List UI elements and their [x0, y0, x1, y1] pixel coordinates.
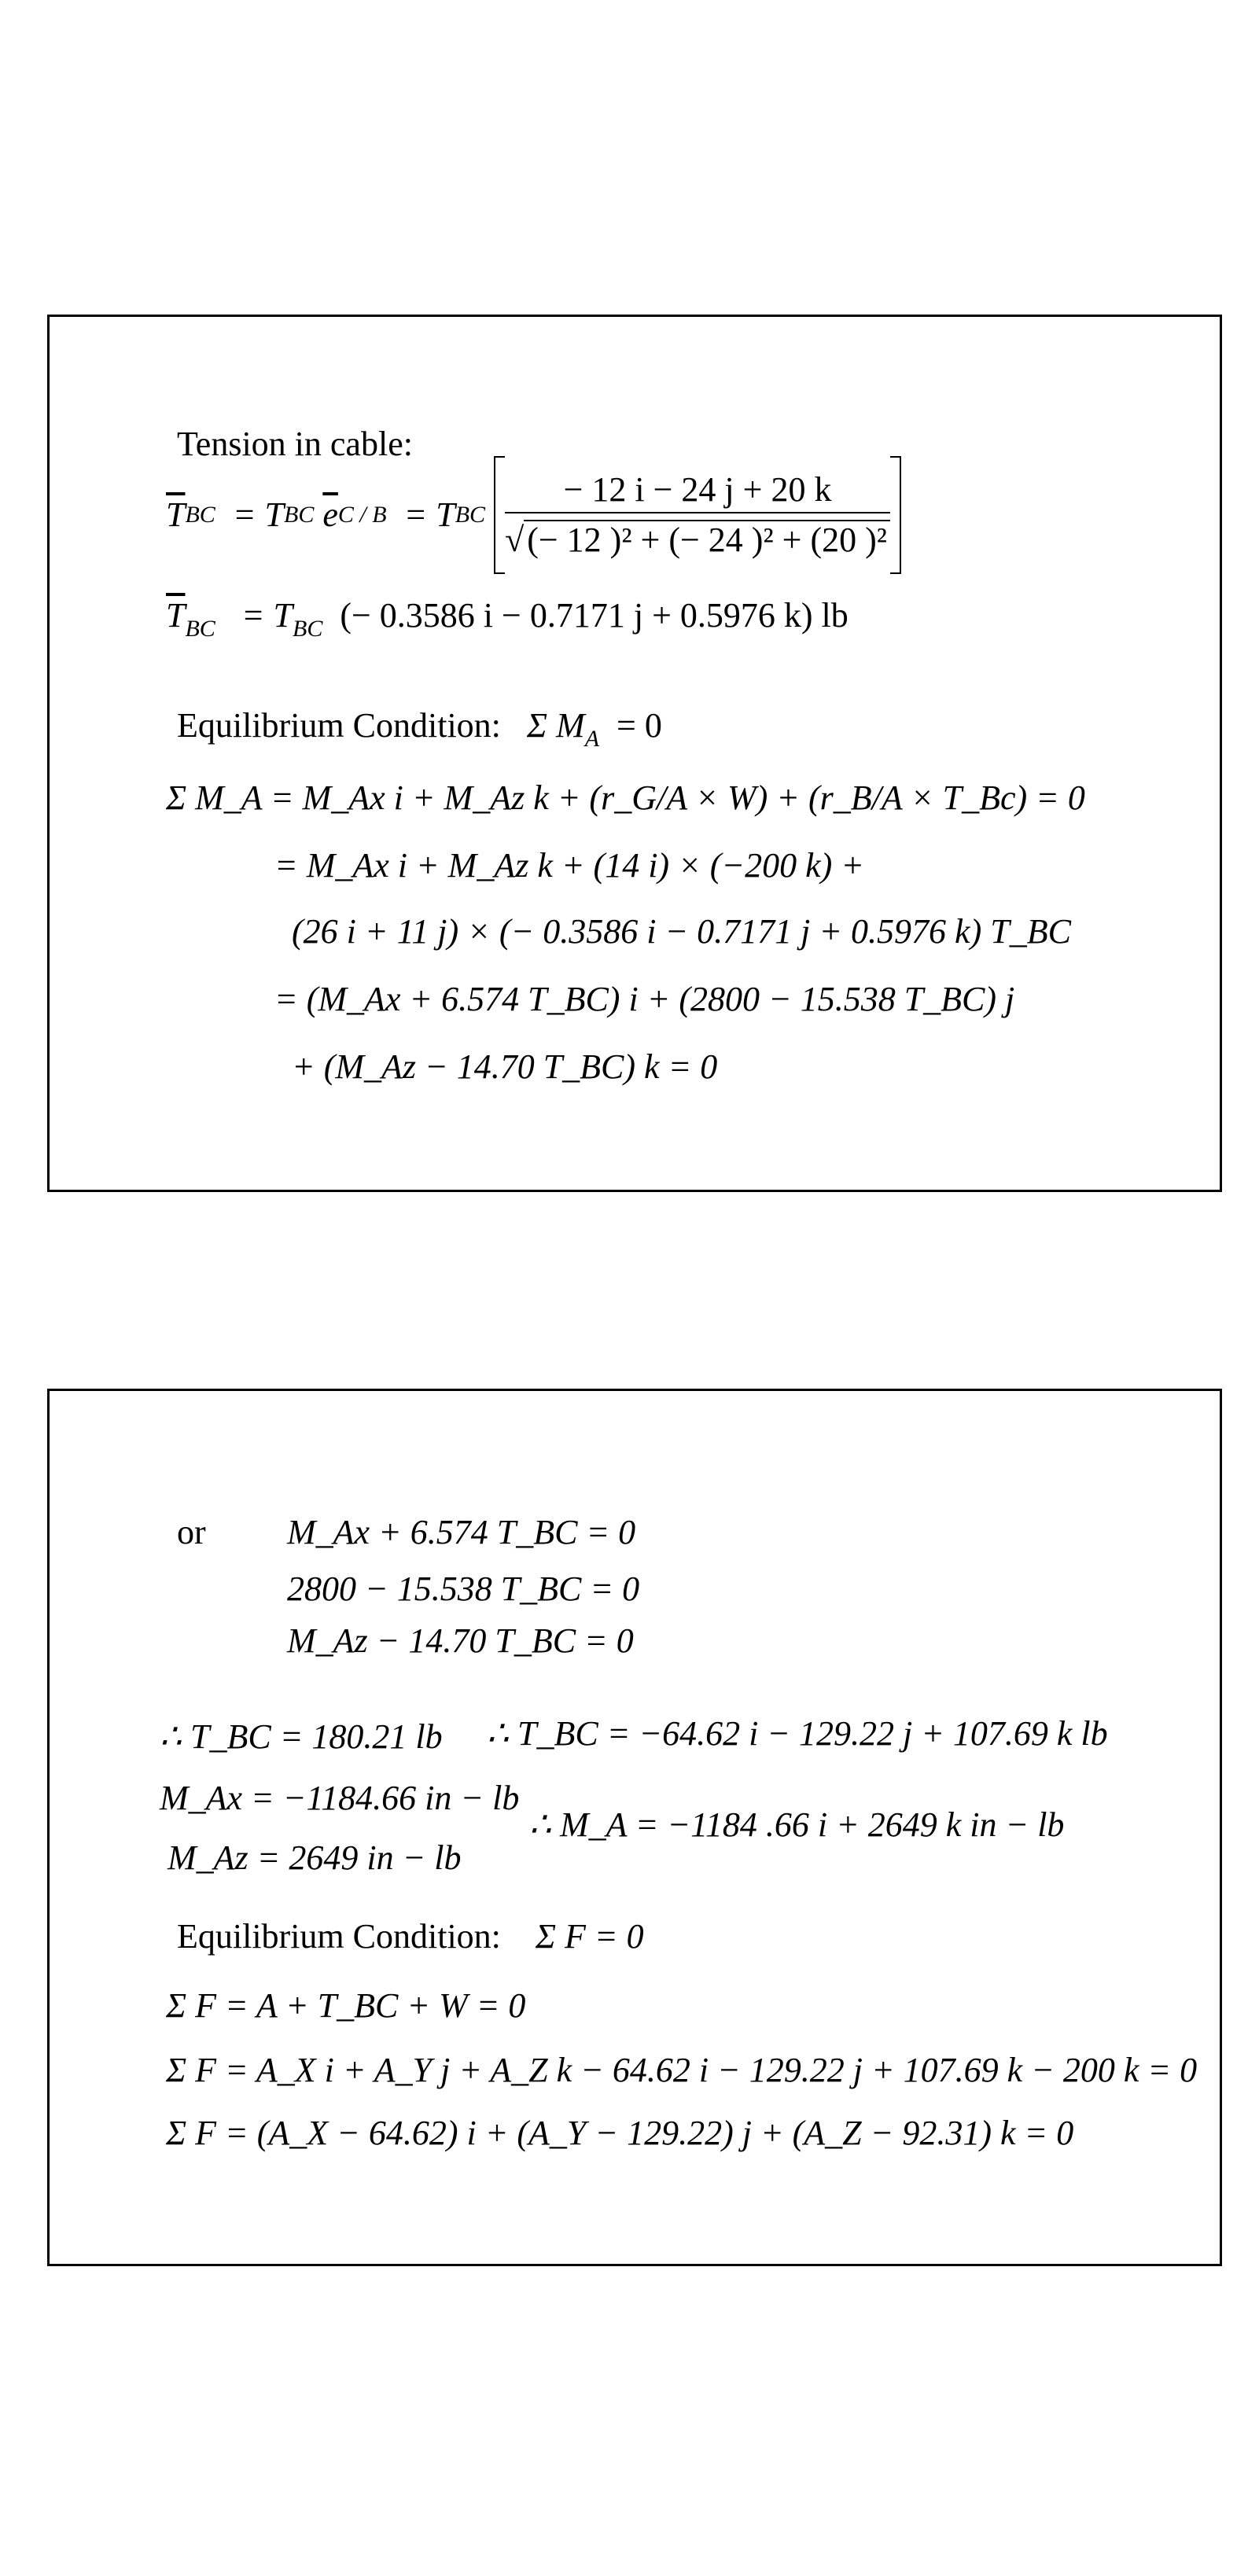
slide-1	[47, 315, 1222, 1192]
moment-line-3: (26 i + 11 j) × (− 0.3586 i − 0.7171 j + 0.5976 k) T_BC	[292, 912, 1071, 951]
result-moment-vector: ∴ M_A = −1184 .66 i + 2649 k in − lb	[529, 1805, 1065, 1844]
slide-2	[47, 1389, 1222, 2266]
force-line-2: Σ F = A_X i + A_Y j + A_Z k − 64.62 i − 129.22 j + 107.69 k − 200 k = 0	[166, 2051, 1198, 2089]
system-eq-3: M_Az − 14.70 T_BC = 0	[287, 1621, 634, 1660]
fraction-denominator	[505, 513, 890, 558]
tension-vector-symbol: $\overline{T}$	[166, 495, 186, 534]
force-equilibrium-condition: Equilibrium Condition: Σ F = 0	[177, 1917, 644, 1956]
fraction-numerator: − 12 i − 24 j + 20 k	[505, 473, 890, 513]
moment-equilibrium-condition: Equilibrium Condition: Σ $M_A = 0$	[177, 706, 662, 752]
result-moment-z: M_Az = 2649 in − lb	[167, 1838, 462, 1877]
sqrt-sign: √(− 12 )² + (− 24 )² + (20 )²	[505, 520, 890, 558]
right-bracket	[890, 456, 901, 574]
force-line-3: Σ F = (A_X − 64.62) i + (A_Y − 129.22) j + (A_Z − 92.31) k = 0	[166, 2114, 1074, 2152]
moment-line-2: = M_Ax i + M_Az k + (14 i) × (−200 k) +	[274, 846, 864, 885]
left-bracket	[494, 456, 505, 574]
force-line-1: Σ F = A + T_BC + W = 0	[166, 1986, 526, 2025]
direction-fraction	[505, 470, 890, 559]
result-tension-magnitude: ∴ T_BC = 180.21 lb	[160, 1717, 443, 1756]
system-eq-2: 2800 − 15.538 T_BC = 0	[287, 1570, 640, 1608]
unit-vector-symbol: $\overline{e}$	[322, 495, 338, 534]
system-eq-1: M_Ax + 6.574 T_BC = 0	[287, 1513, 636, 1551]
tension-equation: $\overline{T}$ BC = T BC $\overline{e}$ C / B = T BC $\frac{- 12 i - 24 j + 20 k}{\text{√(− 12 )² + (− 24 )² + (20 )²}}$	[166, 452, 901, 578]
tension-heading: Tension in cable:	[177, 425, 413, 463]
tension-components: $\overline{T}_{BC}$ = $T_{BC}$ (− 0.3586 i − 0.7171 j + 0.5976 k) lb	[166, 596, 849, 642]
moment-line-5: + (M_Az − 14.70 T_BC) k = 0	[292, 1047, 718, 1086]
result-moment-x: M_Ax = −1184.66 in − lb	[160, 1779, 520, 1817]
result-tension-vector: ∴ T_BC = −64.62 i − 129.22 j + 107.69 k lb	[487, 1714, 1108, 1753]
moment-line-1: Σ M_A = M_Ax i + M_Az k + (r_G/A × W) + (r_B/A × T_Bc) = 0	[166, 778, 1085, 817]
moment-line-4: = (M_Ax + 6.574 T_BC) i + (2800 − 15.538 T_BC) j	[274, 980, 1015, 1018]
tension-unit-components: (− 0.3586 i − 0.7171 j + 0.5976 k) lb	[340, 596, 849, 635]
or-label: or	[177, 1513, 206, 1551]
